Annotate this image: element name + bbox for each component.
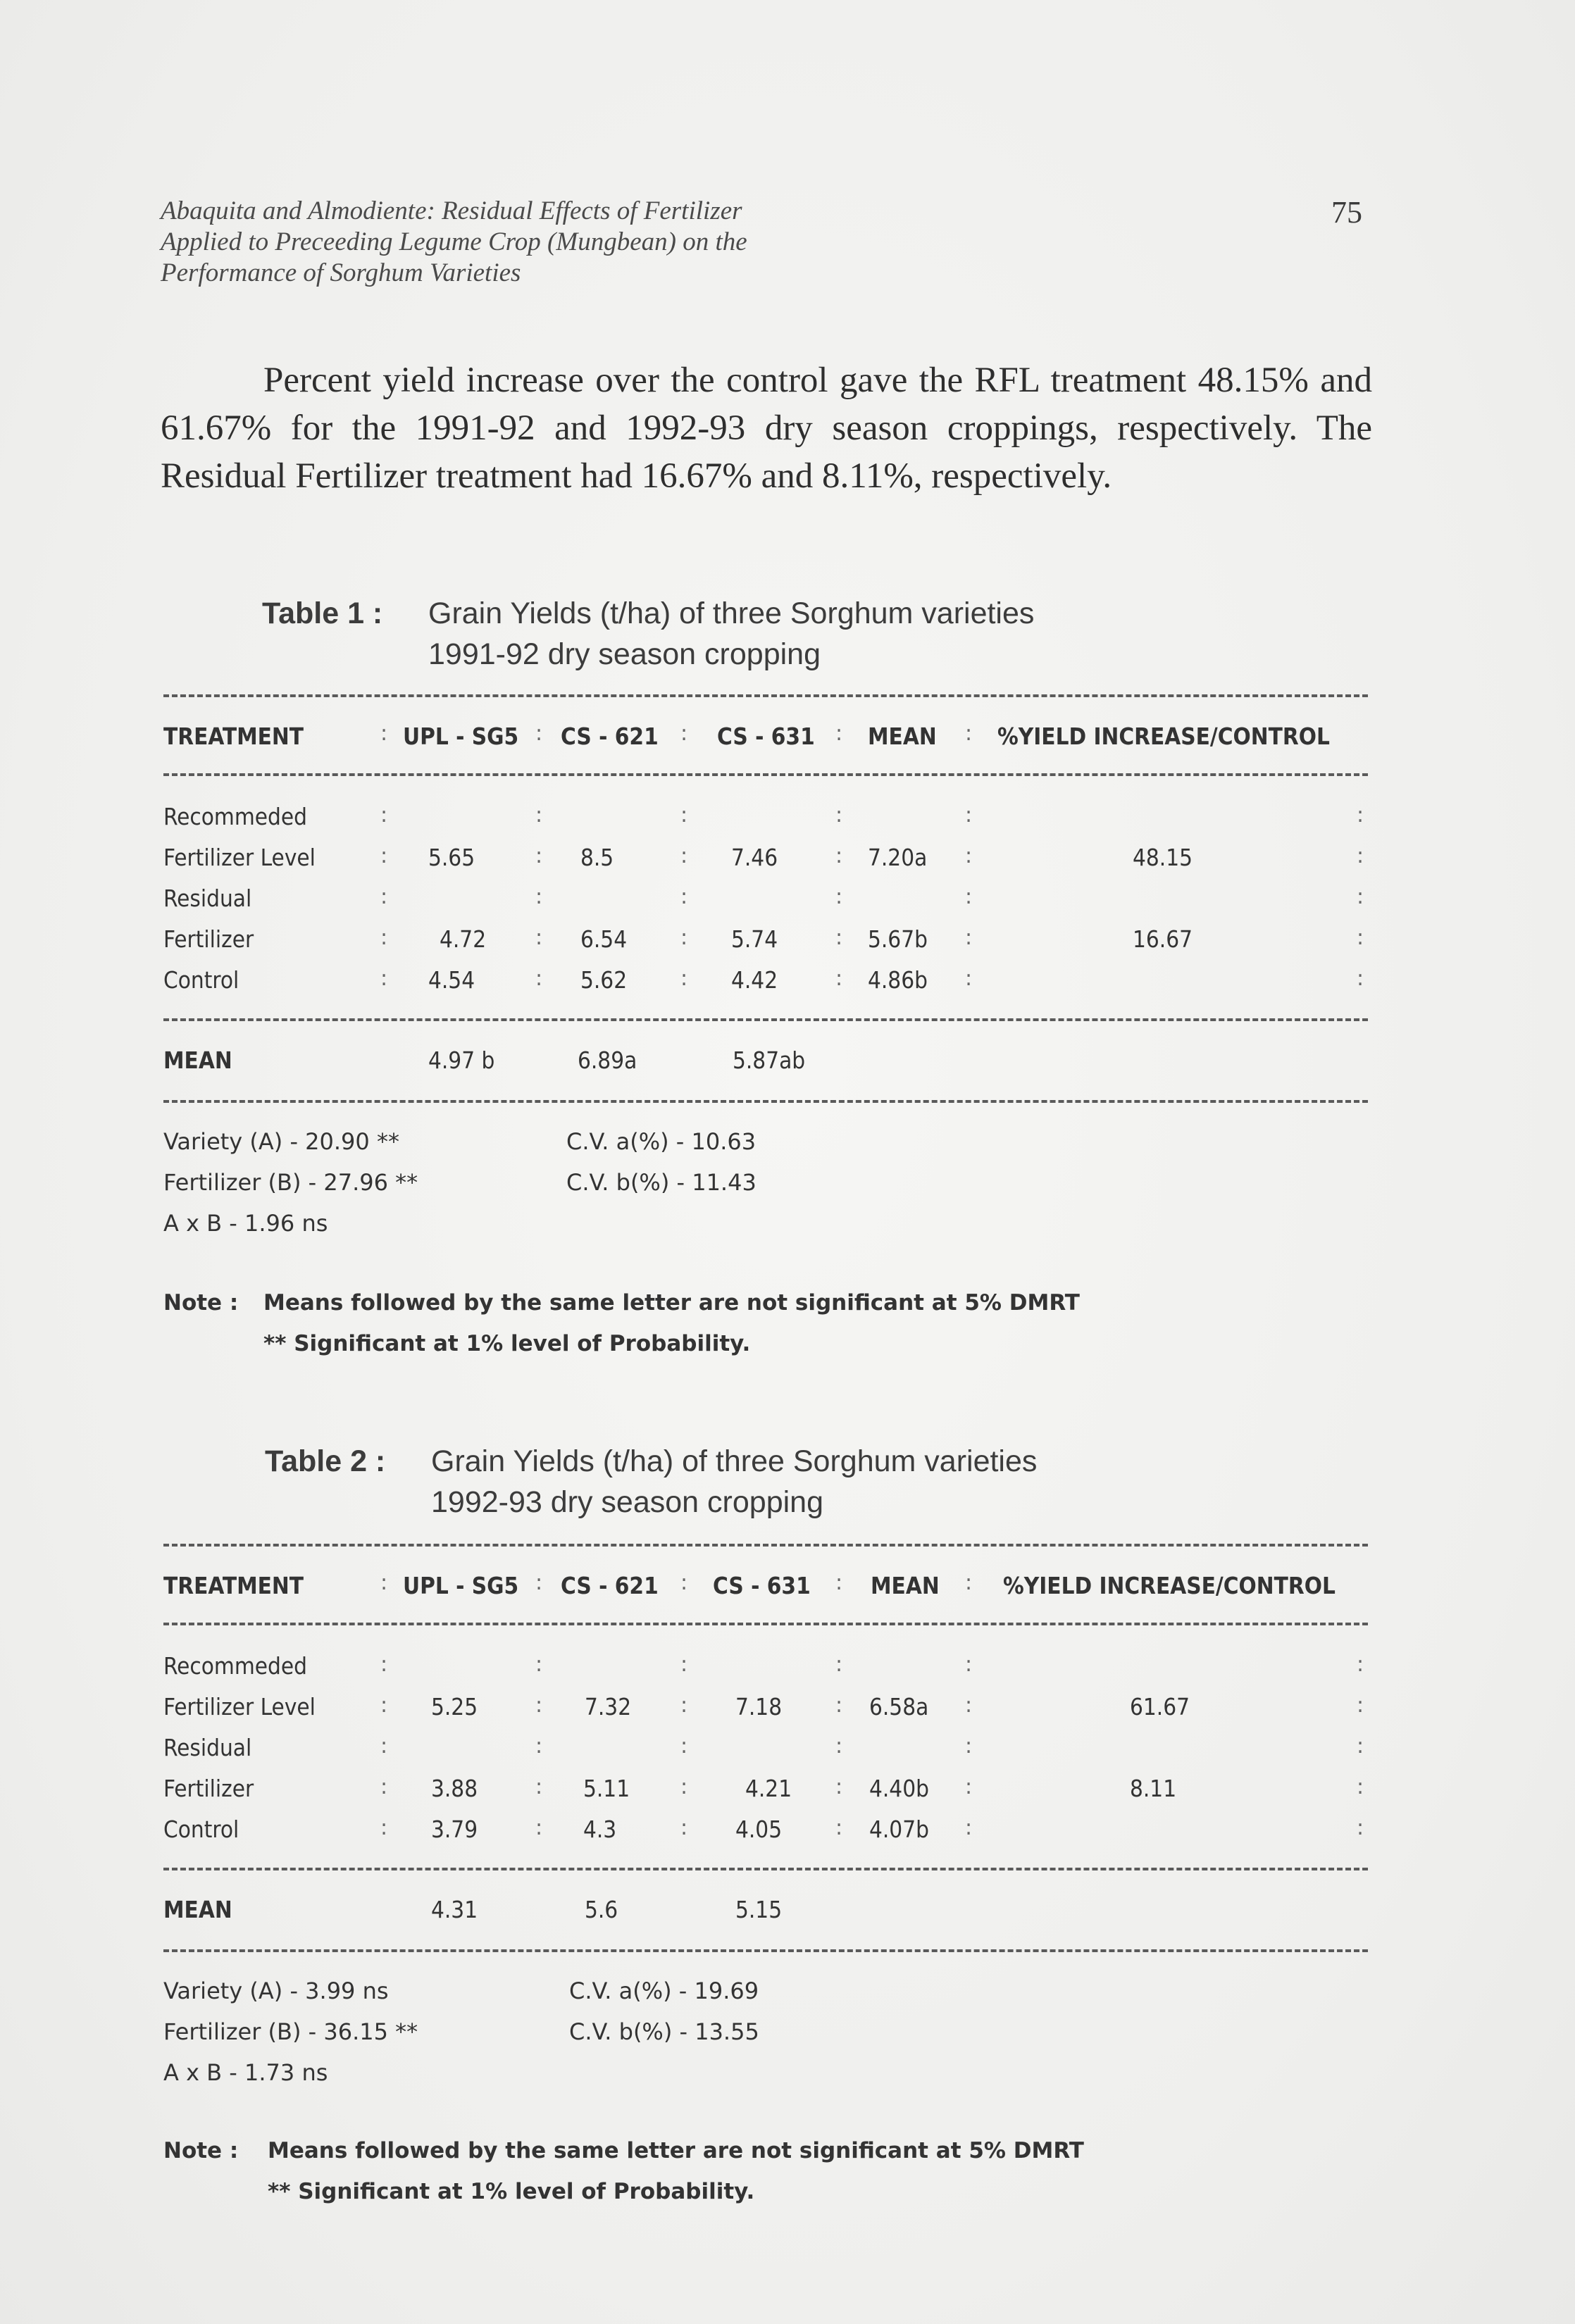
cell-mean: 5.67b <box>868 925 928 953</box>
cell-cs-621: 6.54 <box>580 925 628 953</box>
stat-fertilizer: Fertilizer (B) - 27.96 ** <box>163 1169 418 1196</box>
rule <box>163 1949 1368 1952</box>
col-separator: : <box>835 803 843 827</box>
col-separator: : <box>380 966 388 991</box>
cell-cs-621: 7.32 <box>585 1693 632 1720</box>
stat-cv-a: C.V. a(%) - 10.63 <box>566 1128 757 1155</box>
stat-axb: A x B - 1.96 ns <box>163 1210 328 1237</box>
col-separator: : <box>965 885 973 909</box>
col-separator: : <box>965 1652 973 1677</box>
col-separator: : <box>380 1693 388 1718</box>
col-separator: : <box>380 1816 388 1840</box>
col-separator: : <box>380 1570 388 1595</box>
cell-mean: 4.07b <box>869 1816 929 1843</box>
col-separator: : <box>380 1775 388 1799</box>
rule <box>163 1018 1368 1021</box>
mean-row-label: MEAN <box>163 1896 232 1923</box>
col-separator: : <box>1357 1816 1364 1840</box>
col-separator: : <box>535 1775 543 1799</box>
col-separator: : <box>535 966 543 991</box>
col-separator: : <box>680 925 688 950</box>
cell-cs-621: 5.11 <box>583 1775 630 1802</box>
col-separator: : <box>1357 925 1364 950</box>
col-separator: : <box>835 1693 843 1718</box>
stat-variety: Variety (A) - 20.90 ** <box>163 1128 399 1155</box>
col-separator: : <box>535 844 543 868</box>
col-separator: : <box>965 1734 973 1758</box>
col-separator: : <box>965 721 973 746</box>
row-label: Recommeded <box>163 1652 307 1680</box>
col-separator: : <box>535 803 543 827</box>
col-separator: : <box>535 1734 543 1758</box>
col-separator: : <box>835 1570 843 1595</box>
table-label: Table 1 : <box>262 596 383 630</box>
col-separator: : <box>680 885 688 909</box>
col-header-cs-621: CS - 621 <box>561 723 659 750</box>
col-separator: : <box>835 721 843 746</box>
col-separator: : <box>380 885 388 909</box>
col-header-mean: MEAN <box>871 1572 940 1599</box>
col-separator: : <box>965 925 973 950</box>
rule <box>163 1868 1368 1870</box>
rule <box>163 1623 1368 1625</box>
col-separator: : <box>680 1570 688 1595</box>
rule <box>163 1100 1368 1103</box>
col-separator: : <box>680 1652 688 1677</box>
col-separator: : <box>1357 1652 1364 1677</box>
col-separator: : <box>380 1652 388 1677</box>
cell-upl-sg5: 4.72 <box>440 925 487 953</box>
col-separator: : <box>380 1734 388 1758</box>
row-label: Fertilizer Level <box>163 1693 316 1720</box>
cell-cs-621: 5.62 <box>580 966 628 994</box>
col-separator: : <box>680 803 688 827</box>
row-label: Residual <box>163 885 252 912</box>
cell-mean: 6.58a <box>869 1693 929 1720</box>
cell-cs-631: 5.74 <box>731 925 778 953</box>
note-text: Means followed by the same letter are not significant at 5% DMRT <box>268 2138 1084 2163</box>
mean-upl-sg5: 4.97 b <box>428 1047 495 1074</box>
cell-cs-631: 7.18 <box>735 1693 783 1720</box>
col-separator: : <box>965 1693 973 1718</box>
body-paragraph: Percent yield increase over the control gave the RFL treatment 48.15% and 61.67% for the 1991-92 and 1992-93 dry season croppings, respectively. The Residual Fertilizer treatment had 16.67% and 8.11%, respectively. <box>161 361 1372 496</box>
stat-cv-b: C.V. b(%) - 11.43 <box>566 1169 757 1196</box>
stat-variety: Variety (A) - 3.99 ns <box>163 1978 389 2004</box>
col-header-treatment: TREATMENT <box>163 723 304 750</box>
col-separator: : <box>1357 885 1364 909</box>
row-label: Residual <box>163 1734 252 1761</box>
rule <box>163 773 1368 776</box>
note-label: Note : <box>163 1290 239 1316</box>
cell-upl-sg5: 5.25 <box>431 1693 478 1720</box>
table-subtitle: 1991-92 dry season cropping <box>428 637 821 671</box>
col-separator: : <box>835 844 843 868</box>
cell-upl-sg5: 3.88 <box>431 1775 478 1802</box>
col-separator: : <box>535 925 543 950</box>
col-separator: : <box>380 803 388 827</box>
col-separator: : <box>535 721 543 746</box>
rule <box>163 1544 1368 1547</box>
col-separator: : <box>680 966 688 991</box>
mean-cs-631: 5.87ab <box>733 1047 806 1074</box>
col-header-cs-631: CS - 631 <box>713 1572 811 1599</box>
mean-cs-621: 5.6 <box>585 1896 618 1923</box>
stat-cv-b: C.V. b(%) - 13.55 <box>569 2018 759 2045</box>
col-separator: : <box>1357 1693 1364 1718</box>
row-label: Fertilizer <box>163 1775 254 1802</box>
mean-cs-621: 6.89a <box>578 1047 637 1074</box>
col-header-upl-sg5: UPL - SG5 <box>403 723 519 750</box>
col-separator: : <box>835 885 843 909</box>
col-separator: : <box>680 844 688 868</box>
col-separator: : <box>835 966 843 991</box>
col-header-mean: MEAN <box>868 723 937 750</box>
col-header-yield-increase: %YIELD INCREASE/CONTROL <box>997 723 1330 750</box>
col-separator: : <box>965 1816 973 1840</box>
note-significance: ** Significant at 1% level of Probability. <box>263 1331 751 1356</box>
cell-upl-sg5: 5.65 <box>428 844 475 871</box>
table-title: Grain Yields (t/ha) of three Sorghum varieties <box>428 596 1035 630</box>
cell-mean: 7.20a <box>868 844 928 871</box>
cell-upl-sg5: 3.79 <box>431 1816 478 1843</box>
cell-mean: 4.40b <box>869 1775 929 1802</box>
cell-cs-631: 4.21 <box>745 1775 792 1802</box>
col-separator: : <box>680 1734 688 1758</box>
col-separator: : <box>535 1693 543 1718</box>
cell-cs-631: 4.42 <box>731 966 778 994</box>
col-separator: : <box>1357 844 1364 868</box>
stat-cv-a: C.V. a(%) - 19.69 <box>569 1978 759 2004</box>
col-separator: : <box>680 1816 688 1840</box>
cell-upl-sg5: 4.54 <box>428 966 475 994</box>
col-separator: : <box>835 1734 843 1758</box>
table-subtitle: 1992-93 dry season cropping <box>431 1485 823 1519</box>
col-separator: : <box>965 1775 973 1799</box>
running-head-line-3: Performance of Sorghum Varieties <box>161 258 521 287</box>
col-separator: : <box>965 966 973 991</box>
running-head-line-2: Applied to Preceeding Legume Crop (Mungbean) on the <box>161 227 747 256</box>
cell-yield-increase: 61.67 <box>1130 1693 1190 1720</box>
row-label: Recommeded <box>163 803 307 830</box>
row-label: Fertilizer Level <box>163 844 316 871</box>
running-head <box>161 196 1006 289</box>
col-separator: : <box>535 1816 543 1840</box>
row-label: Fertilizer <box>163 925 254 953</box>
col-separator: : <box>965 844 973 868</box>
cell-cs-631: 4.05 <box>735 1816 783 1843</box>
col-separator: : <box>835 925 843 950</box>
col-separator: : <box>680 1775 688 1799</box>
col-separator: : <box>535 1570 543 1595</box>
cell-yield-increase: 16.67 <box>1133 925 1193 953</box>
col-separator: : <box>380 925 388 950</box>
note-significance: ** Significant at 1% level of Probability. <box>268 2179 755 2204</box>
table-title: Grain Yields (t/ha) of three Sorghum varieties <box>431 1444 1038 1478</box>
mean-cs-631: 5.15 <box>735 1896 783 1923</box>
col-header-upl-sg5: UPL - SG5 <box>403 1572 519 1599</box>
col-separator: : <box>835 1816 843 1840</box>
cell-yield-increase: 48.15 <box>1133 844 1193 871</box>
cell-cs-631: 7.46 <box>731 844 778 871</box>
col-separator: : <box>380 721 388 746</box>
note-label: Note : <box>163 2138 239 2163</box>
row-label: Control <box>163 966 239 994</box>
mean-upl-sg5: 4.31 <box>431 1896 478 1923</box>
stat-axb: A x B - 1.73 ns <box>163 2059 328 2086</box>
cell-yield-increase: 8.11 <box>1130 1775 1177 1802</box>
col-header-yield-increase: %YIELD INCREASE/CONTROL <box>1003 1572 1336 1599</box>
col-separator: : <box>1357 1775 1364 1799</box>
col-separator: : <box>1357 966 1364 991</box>
table-label: Table 2 : <box>265 1444 386 1478</box>
running-head-line-1: Abaquita and Almodiente: Residual Effects of Fertilizer <box>161 196 742 225</box>
cell-cs-621: 4.3 <box>583 1816 617 1843</box>
col-separator: : <box>535 1652 543 1677</box>
row-label: Control <box>163 1816 239 1843</box>
cell-mean: 4.86b <box>868 966 928 994</box>
col-header-cs-631: CS - 631 <box>717 723 815 750</box>
col-header-cs-621: CS - 621 <box>561 1572 659 1599</box>
col-separator: : <box>835 1652 843 1677</box>
col-separator: : <box>965 803 973 827</box>
rule <box>163 694 1368 697</box>
cell-cs-621: 8.5 <box>580 844 614 871</box>
col-separator: : <box>1357 803 1364 827</box>
col-header-treatment: TREATMENT <box>163 1572 304 1599</box>
note-text: Means followed by the same letter are not significant at 5% DMRT <box>263 1290 1080 1316</box>
col-separator: : <box>680 1693 688 1718</box>
col-separator: : <box>965 1570 973 1595</box>
col-separator: : <box>380 844 388 868</box>
col-separator: : <box>1357 1734 1364 1758</box>
col-separator: : <box>835 1775 843 1799</box>
page-number: 75 <box>1331 195 1362 230</box>
col-separator: : <box>535 885 543 909</box>
col-separator: : <box>680 721 688 746</box>
stat-fertilizer: Fertilizer (B) - 36.15 ** <box>163 2018 418 2045</box>
mean-row-label: MEAN <box>163 1047 232 1074</box>
